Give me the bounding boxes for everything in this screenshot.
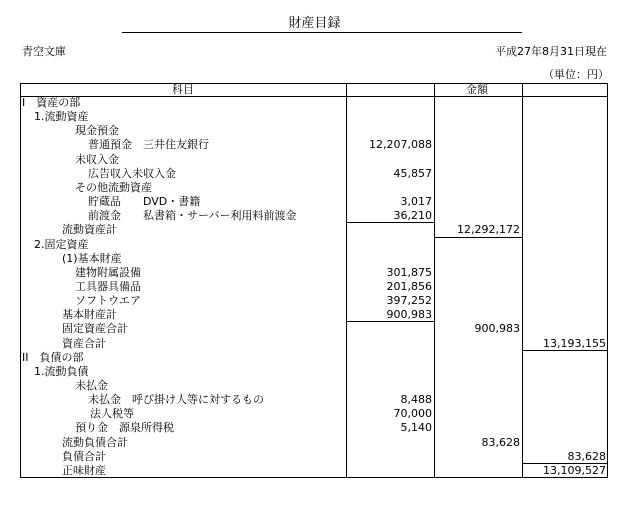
row-label: 未払金 呼び掛け人等に対するもの <box>88 393 264 407</box>
row-label: 貯蔵品 DVD・書籍 <box>88 195 201 209</box>
amount-c1: 36,210 <box>393 209 432 223</box>
amount-c2: 900,983 <box>474 322 520 336</box>
amount-c2: 12,292,172 <box>457 223 520 237</box>
subtotal-rule <box>346 321 434 322</box>
row-label: 流動負債合計 <box>62 435 128 449</box>
amount-c1: 301,875 <box>386 265 432 279</box>
amount-c1: 45,857 <box>393 166 432 180</box>
amount-c1: 5,140 <box>400 421 432 435</box>
column-divider-amount-1 <box>434 83 435 478</box>
row-label: 預り金 源泉所得税 <box>75 421 174 435</box>
as-of-date: 平成27年8月31日現在 <box>495 45 607 58</box>
amount-c1: 900,983 <box>386 308 432 322</box>
row-label: 基本財産計 <box>62 308 117 322</box>
amount-c1: 397,252 <box>386 294 432 308</box>
subtotal-rule <box>434 237 522 238</box>
header-rule <box>20 96 608 97</box>
row-label: 負債合計 <box>62 449 106 463</box>
amount-c1: 3,017 <box>400 195 432 209</box>
row-label: 固定資産合計 <box>62 322 128 336</box>
row-label: ソフトウエア <box>75 294 141 308</box>
amount-c3: 13,193,155 <box>543 336 606 350</box>
row-label: 未払金 <box>75 379 108 392</box>
row-label: 未収入金 <box>75 152 119 166</box>
row-label: 建物附属設備 <box>75 265 141 279</box>
amount-c1: 12,207,088 <box>369 138 432 152</box>
row-label: 普通預金 三井住友銀行 <box>88 138 209 152</box>
row-label: 流動資産計 <box>62 223 117 237</box>
header-amount: 金額 <box>466 83 488 96</box>
amount-c1: 70,000 <box>393 407 432 421</box>
subtotal-rule <box>522 350 608 351</box>
subtotal-rule <box>346 222 434 223</box>
column-divider-amount-2 <box>522 83 523 478</box>
unit-label: （単位：円） <box>543 68 609 81</box>
row-label: 1.流動資産 <box>34 110 89 124</box>
row-label: 現金預金 <box>75 124 119 138</box>
header-item: 科目 <box>172 83 194 96</box>
row-label: 2.固定資産 <box>34 237 89 251</box>
amount-c3: 13,109,527 <box>543 463 606 477</box>
title-underline <box>122 32 522 33</box>
row-label: 広告収入未収入金 <box>88 166 176 180</box>
row-label: 資産合計 <box>62 336 106 350</box>
row-label: その他流動資産 <box>75 180 152 194</box>
row-label: 前渡金 私書箱・サーバー利用料前渡金 <box>88 209 297 223</box>
row-label: (1)基本財産 <box>62 251 122 265</box>
amount-c3: 83,628 <box>567 449 606 463</box>
amount-c2: 83,628 <box>481 435 520 449</box>
row-label: 1.流動負債 <box>34 364 89 378</box>
row-label: 正味財産 <box>62 463 106 477</box>
row-label: II 負債の部 <box>22 350 84 364</box>
net-assets-rule <box>522 463 608 464</box>
row-label: 法人税等 <box>90 407 134 421</box>
amount-c1: 201,856 <box>386 279 432 293</box>
amount-c1: 8,488 <box>400 393 432 407</box>
row-label: I 資産の部 <box>22 96 81 109</box>
row-label: 工具器具備品 <box>75 279 141 293</box>
page-title: 財産目録 <box>288 16 341 31</box>
organization-name: 青空文庫 <box>22 45 66 58</box>
